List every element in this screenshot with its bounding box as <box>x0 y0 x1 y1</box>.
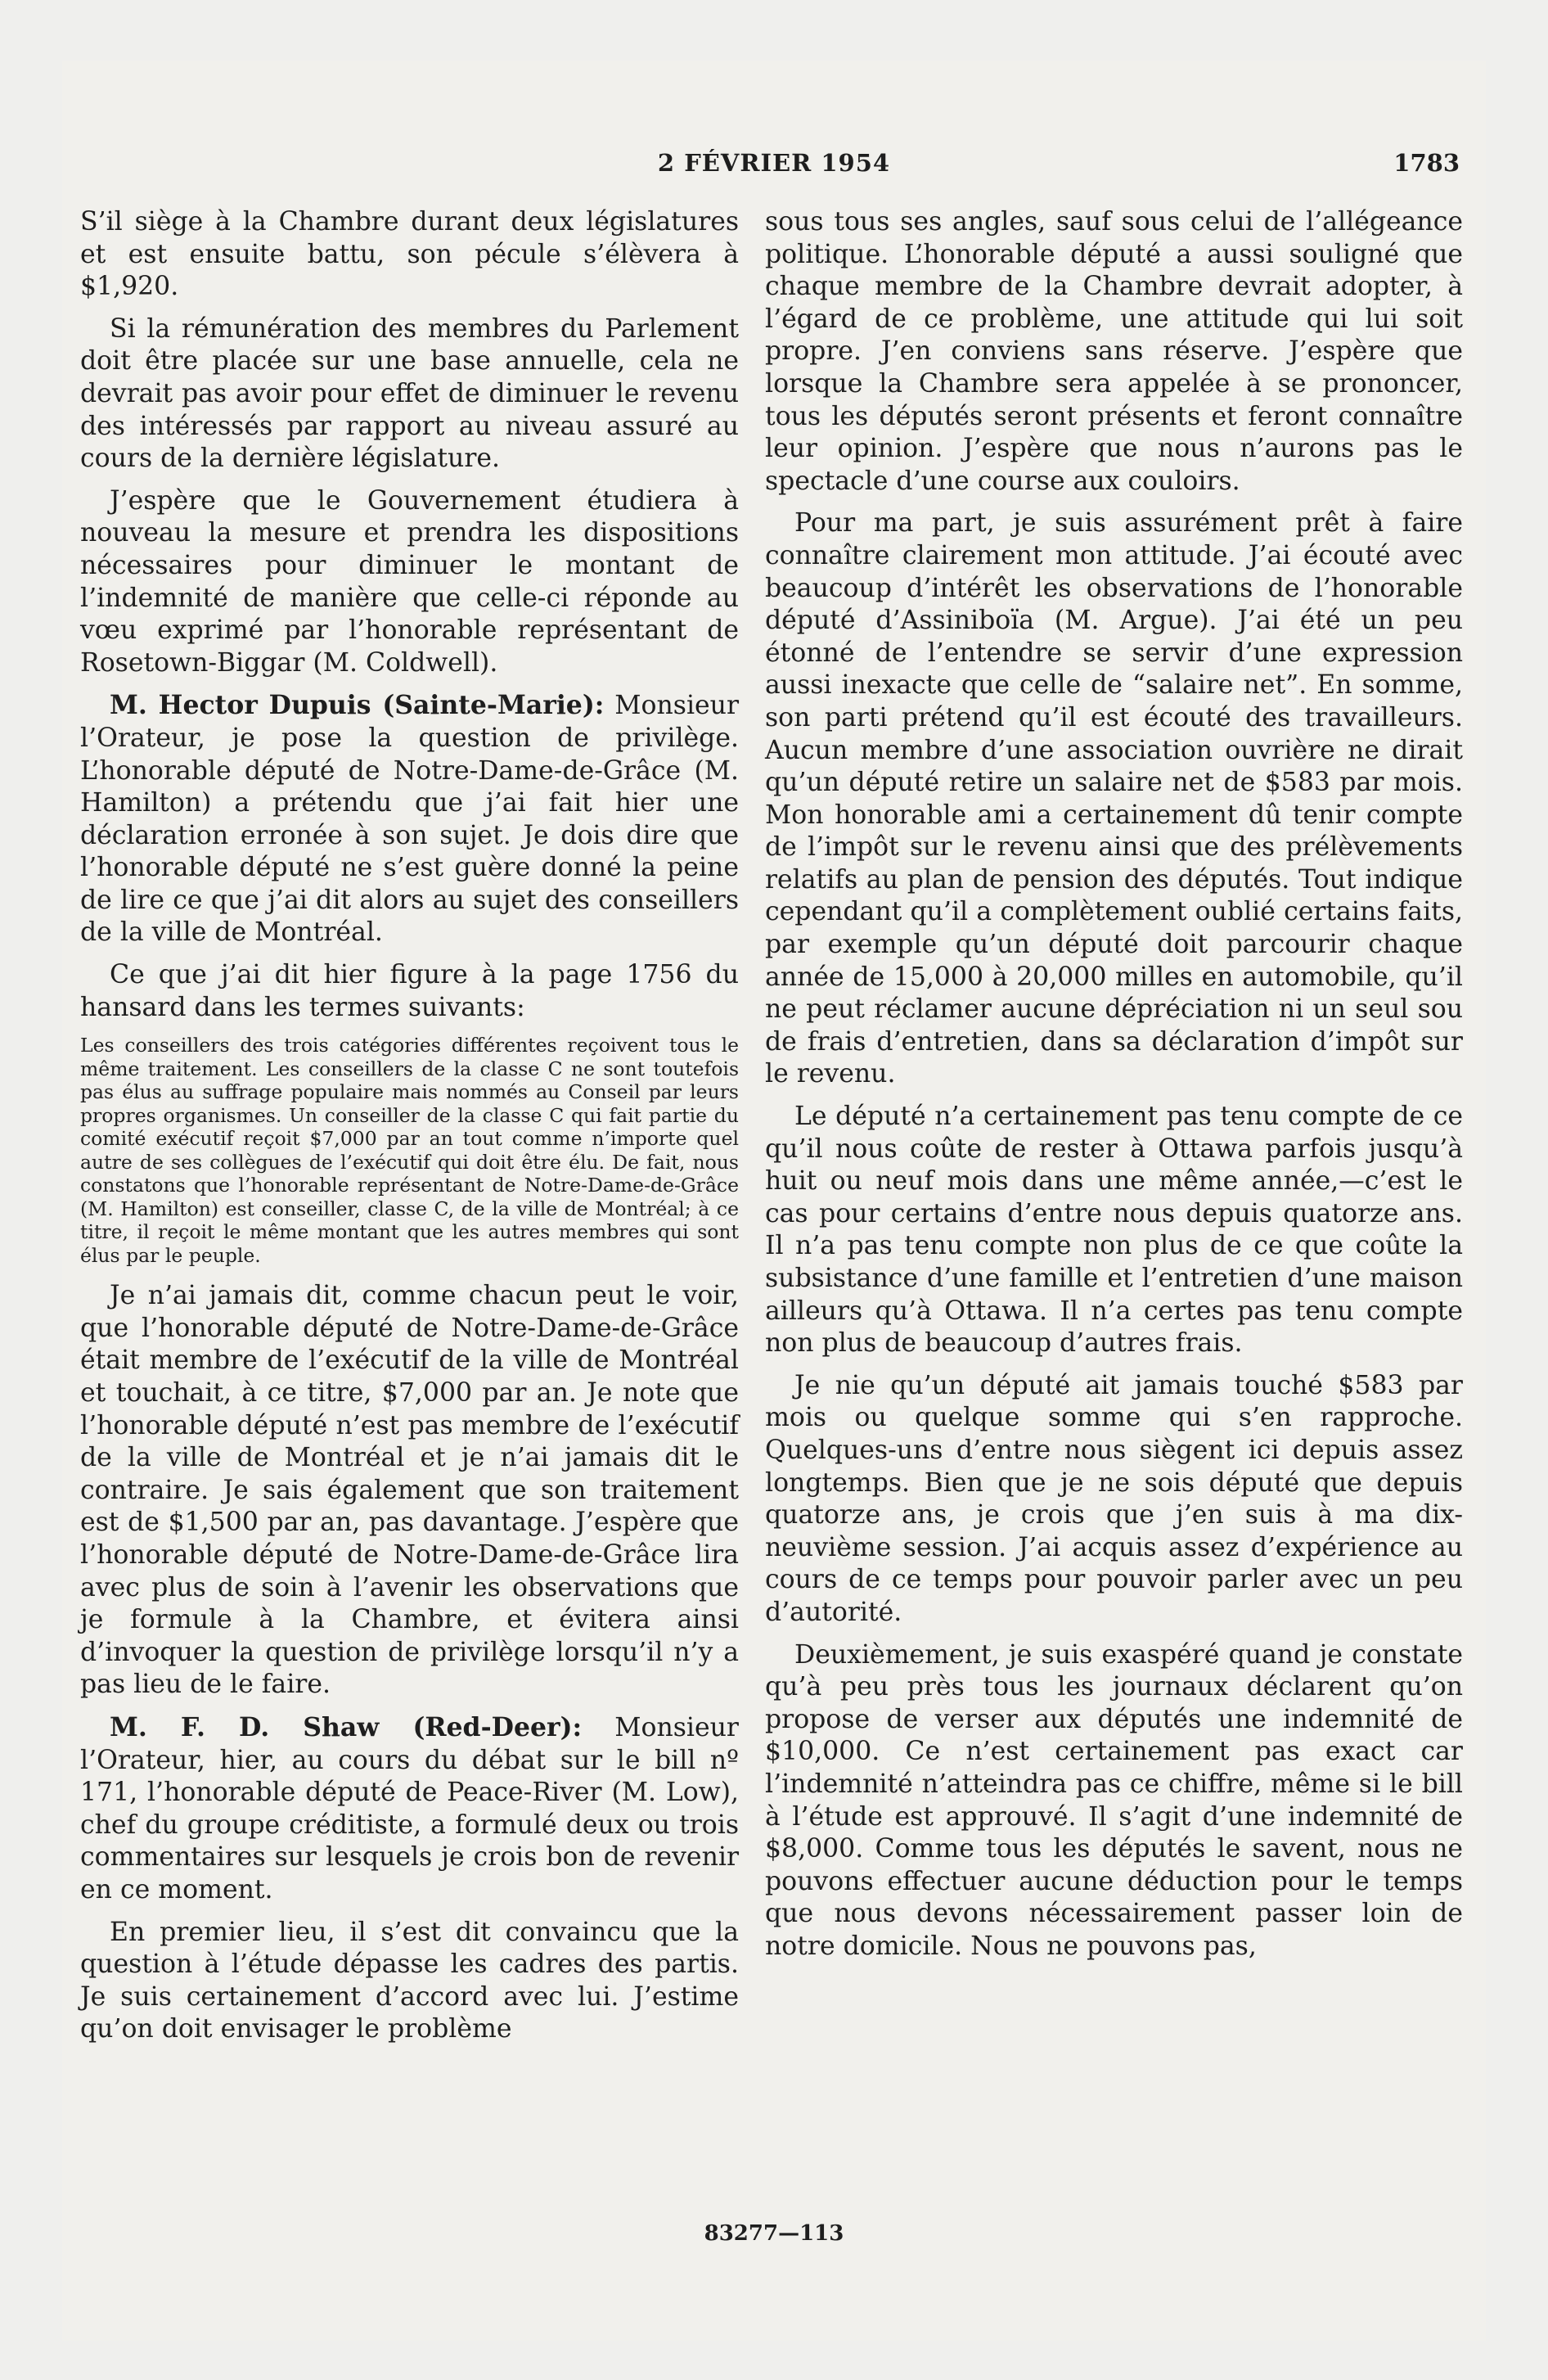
right-column <box>765 206 1463 1972</box>
left-column <box>80 206 739 2056</box>
paragraph: Je n’ai jamais dit, comme chacun peut le voir, que l’honorable député de Notre-Dame-de-Grâce était membre de l’exécutif de la ville de Montréal et touchait, à ce titre, $7,000 par an. Je note que l’honorable député n’est pas membre de l’exécutif de la ville de Montréal et je n’ai jamais dit le contraire. Je sais également que son traitement est de $1,500 par an, pas davantage. J’espère que l’honorable député de Notre-Dame-de-Grâce lira avec plus de soin à l’avenir les observations que je formule à la Chambre, et évitera ainsi d’invoquer la question de privilège lorsqu’il n’y a pas lieu de le faire. <box>80 1281 739 1700</box>
paragraph: J’espère que le Gouvernement étudiera à nouveau la mesure et prendra les dispositions nécessaires pour diminuer le montant de l’indemnité de manière que celle-ci réponde au vœu exprimé par l’honorable représentant de Rosetown-Biggar (M. Coldwell). <box>80 485 739 678</box>
paragraph: S’il siège à la Chambre durant deux législatures et est ensuite battu, son pécule s’élèvera à $1,920. <box>80 207 739 302</box>
block-quote: Les conseillers des trois catégories différentes reçoivent tous le même traitement. Les conseillers de la classe C ne sont toutefois pas élus au suffrage populaire mais nommés au Conseil par leurs propres organismes. Un conseiller de la classe C qui fait partie du comité exécutif reçoit $7,000 par an tout comme n’importe quel autre de ses collègues de l’exécutif qui doit être élu. De fait, nous constatons que l’honorable représentant de Notre-Dame-de-Grâce (M. Hamilton) est conseiller, classe C, de la ville de Montréal; à ce titre, il reçoit le même montant que les autres membres qui sont élus par le peuple. <box>80 1034 739 1267</box>
paragraph: Deuxièmement, je suis exaspéré quand je constate qu’à peu près tous les journaux déclarent qu’on propose de verser aux députés une indemnité de $10,000. Ce n’est certainement pas exact car l’indemnité n’atteindra pas ce chiffre, même si le bill à l’étude est approuvé. Il s’agit d’une indemnité de $8,000. Comme tous les députés le savent, nous ne pouvons effectuer aucune déduction pour le temps que nous devons nécessairement passer loin de notre domicile. Nous ne pouvons pas, <box>765 1639 1463 1961</box>
speech-paragraph <box>80 689 739 949</box>
paragraph: sous tous ses angles, sauf sous celui de l’allégeance politique. L’honorable député a aussi souligné que chaque membre de la Chambre devrait adopter, à l’égard de ce problème, une attitude qui lui soit propre. J’en conviens sans réserve. J’espère que lorsque la Chambre sera appelée à se prononcer, tous les députés seront présents et feront connaître leur opinion. J’espère que nous n’aurons pas le spectacle d’une course aux couloirs. <box>765 207 1463 496</box>
footer-code: 83277—113 <box>704 2221 844 2246</box>
paragraph: Ce que j’ai dit hier figure à la page 1756 du hansard dans les termes suivants: <box>80 960 739 1022</box>
page-header <box>62 149 1486 182</box>
speaker-name: M. F. D. Shaw (Red-Deer): <box>110 1711 583 1742</box>
paragraph: Si la rémunération des membres du Parlement doit être placée sur une base annuelle, cela ne devrait pas avoir pour effet de diminuer le revenu des intéressés par rapport au niveau assuré au cours de la dernière législature. <box>80 313 739 474</box>
paragraph: Je nie qu’un député ait jamais touché $583 par mois ou quelque somme qui s’en rapproche. Quelques-uns d’entre nous siègent ici depuis assez longtemps. Bien que je ne sois député que depuis quatorze ans, je crois que j’en suis à ma dix-neuvième session. J’ai acquis assez d’expérience au cours de ce temps pour pouvoir parler avec un peu d’autorité. <box>765 1370 1463 1627</box>
header-date: 2 FÉVRIER 1954 <box>657 149 891 177</box>
page-number: 1783 <box>1393 149 1460 177</box>
paragraph: Le député n’a certainement pas tenu compte de ce qu’il nous coûte de rester à Ottawa parfois jusqu’à huit ou neuf mois dans une même année,—c’est le cas pour certains d’entre nous depuis quatorze ans. Il n’a pas tenu compte non plus de ce que coûte la subsistance d’une famille et l’entretien d’une maison ailleurs qu’à Ottawa. Il n’a certes pas tenu compte non plus de beaucoup d’autres frais. <box>765 1102 1463 1359</box>
speech-paragraph <box>80 1711 739 1907</box>
speaker-name: M. Hector Dupuis (Sainte-Marie): <box>110 690 605 721</box>
paragraph: Pour ma part, je suis assurément prêt à faire connaître clairement mon attitude. J’ai écouté avec beaucoup d’intérêt les observations de l’honorable député d’Assiniboïa (M. Argue). J’ai été un peu étonné de l’entendre se servir d’une expression aussi inexacte que celle de “salaire net”. En somme, son parti prétend qu’il est écouté des travailleurs. Aucun membre d’une association ouvrière ne dirait qu’un député retire un salaire net de $583 par mois. Mon honorable ami a certainement dû tenir compte de l’impôt sur le revenu ainsi que des prélèvements relatifs au plan de pension des députés. Tout indique cependant qu’il a complètement oublié certains faits, par exemple qu’un député doit parcourir chaque année de 15,000 à 20,000 milles en automobile, qu’il ne peut réclamer aucune dépréciation ni un seul sou de frais d’entretien, dans sa déclaration d’impôt sur le revenu. <box>765 508 1463 1089</box>
paragraph: En premier lieu, il s’est dit convaincu que la question à l’étude dépasse les cadres des partis. Je suis certainement d’accord avec lui. J’estime qu’on doit envisager le problème <box>80 1917 739 2044</box>
speech-text: Monsieur l’Orateur, hier, au cours du débat sur le bill nº 171, l’honorable député de Peace-River (M. Low), chef du groupe créditiste, a formulé deux ou trois commentaires sur lesquels je crois bon de revenir en ce moment. <box>80 1712 739 1904</box>
speech-text: Monsieur l’Orateur, je pose la question de privilège. L’honorable député de Notre-Dame-de-Grâce (M. Hamilton) a prétendu que j’ai fait hier une déclaration erronée à son sujet. Je dois dire que l’honorable député ne s’est guère donné la peine de lire ce que j’ai dit alors au sujet des conseillers de la ville de Montréal. <box>80 691 739 948</box>
document-page <box>62 61 1486 2341</box>
